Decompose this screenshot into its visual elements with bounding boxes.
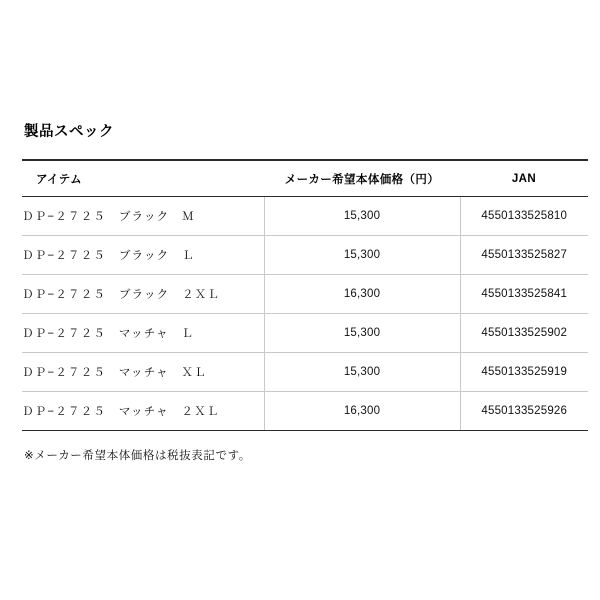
- table-header-row: [22, 160, 588, 197]
- cell-jan: 4550133525902: [460, 314, 588, 353]
- cell-jan: 4550133525827: [460, 236, 588, 275]
- cell-price: 15,300: [264, 197, 460, 236]
- column-header-item: アイテム: [22, 160, 264, 197]
- table-row: [22, 353, 588, 392]
- page-title: 製品スペック: [24, 124, 114, 140]
- column-header-price: メーカー希望本体価格（円）: [264, 160, 460, 197]
- table-body: [22, 197, 588, 431]
- cell-item: ＤＰ−２７２５ マッチャ ＸＬ: [22, 353, 264, 392]
- price-note: ※メーカー希望本体価格は税抜表記です。: [24, 450, 251, 462]
- cell-price: 15,300: [264, 314, 460, 353]
- table-row: [22, 275, 588, 314]
- product-spec-table: [22, 159, 588, 431]
- table-header: [22, 160, 588, 197]
- cell-item: ＤＰ−２７２５ マッチャ Ｌ: [22, 314, 264, 353]
- cell-item: ＤＰ−２７２５ マッチャ ２ＸＬ: [22, 392, 264, 431]
- cell-jan: 4550133525841: [460, 275, 588, 314]
- table-row: [22, 314, 588, 353]
- table-row: [22, 392, 588, 431]
- column-header-jan: JAN: [460, 160, 588, 197]
- cell-price: 16,300: [264, 275, 460, 314]
- spec-content: [22, 120, 578, 463]
- cell-price: 16,300: [264, 392, 460, 431]
- cell-price: 15,300: [264, 353, 460, 392]
- cell-item: ＤＰ−２７２５ ブラック Ｍ: [22, 197, 264, 236]
- cell-jan: 4550133525810: [460, 197, 588, 236]
- table-row: [22, 197, 588, 236]
- cell-item: ＤＰ−２７２５ ブラック Ｌ: [22, 236, 264, 275]
- cell-jan: 4550133525919: [460, 353, 588, 392]
- cell-jan: 4550133525926: [460, 392, 588, 431]
- cell-price: 15,300: [264, 236, 460, 275]
- table-row: [22, 236, 588, 275]
- cell-item: ＤＰ−２７２５ ブラック ２ＸＬ: [22, 275, 264, 314]
